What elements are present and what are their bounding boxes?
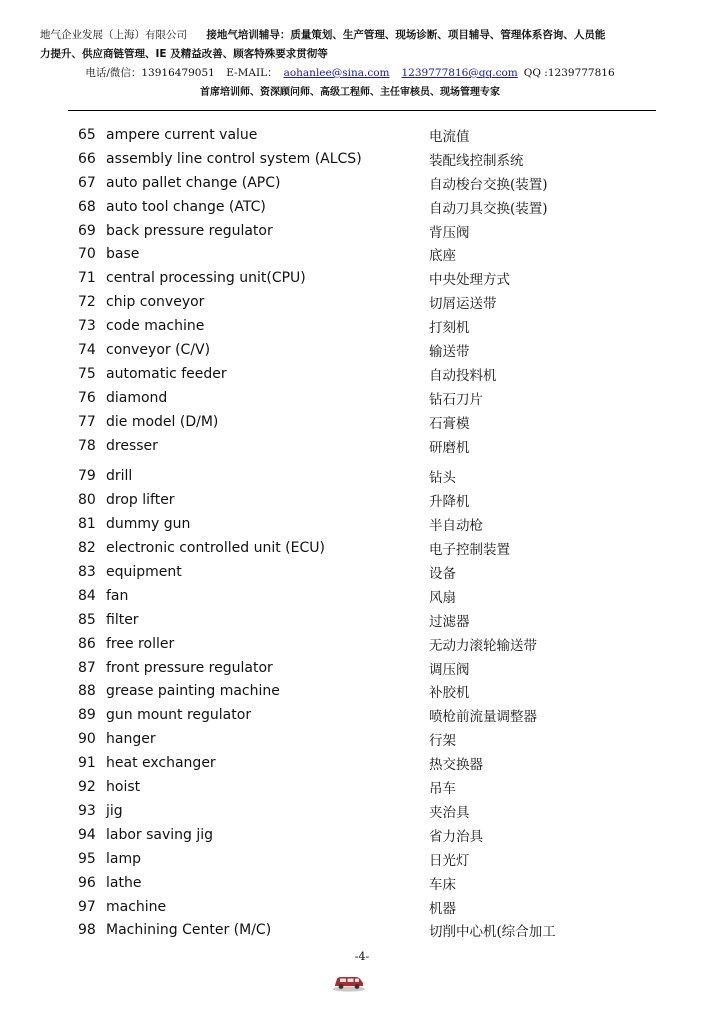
entry-chinese: 省力治具: [429, 828, 483, 845]
entry-chinese: 调压阀: [429, 661, 470, 678]
entry-english: central processing unit(CPU): [106, 270, 306, 287]
entry-english: drop lifter: [106, 492, 175, 509]
entry-english: electronic controlled unit (ECU): [106, 540, 325, 557]
entry-number: 70: [78, 246, 96, 263]
entry-number: 84: [78, 587, 96, 604]
entry-english: code machine: [106, 318, 205, 335]
entry-chinese: 钻头: [429, 470, 456, 487]
entry-english: machine: [106, 898, 167, 915]
entry-number: 82: [78, 540, 96, 557]
entry-number: 97: [78, 898, 96, 915]
entry-number: 94: [78, 826, 96, 843]
glossary-row: [0, 585, 724, 609]
header-divider: [68, 110, 656, 111]
entry-english: dresser: [106, 437, 158, 454]
entry-chinese: 电流值: [429, 129, 470, 145]
entry-english: diamond: [106, 389, 168, 406]
glossary-row: [0, 537, 724, 561]
entry-chinese: 研磨机: [429, 439, 470, 456]
entry-english: hanger: [106, 731, 156, 748]
entry-chinese: 自动刀具交换(装置): [429, 200, 548, 217]
entry-number: 75: [78, 365, 96, 382]
entry-number: 76: [78, 389, 96, 406]
entry-chinese: 吊车: [429, 781, 456, 798]
entry-english: auto pallet change (APC): [106, 174, 281, 191]
entry-number: 65: [78, 127, 96, 143]
glossary-row: [0, 435, 724, 459]
entry-chinese: 夹治具: [429, 804, 470, 821]
entry-number: 68: [78, 198, 96, 215]
entry-english: gun mount regulator: [106, 707, 252, 724]
entry-english: fan: [106, 587, 129, 604]
entry-english: chip conveyor: [106, 294, 205, 311]
glossary-row: [0, 728, 724, 752]
qq-text: QQ :1239777816: [523, 67, 615, 79]
glossary-row: [0, 411, 724, 435]
entry-chinese: 热交换器: [429, 757, 483, 774]
car-logo-icon: [332, 972, 366, 992]
entry-number: 93: [78, 802, 96, 819]
entry-number: 73: [78, 318, 96, 335]
entry-chinese: 设备: [429, 566, 456, 583]
glossary-row: [0, 609, 724, 633]
entry-english: dummy gun: [106, 516, 191, 533]
entry-chinese: 打刻机: [429, 320, 470, 337]
header-titles: 首席培训师、资深顾问师、高级工程师、主任审核员、现场管理专家: [200, 87, 500, 98]
entry-chinese: 电子控制装置: [429, 542, 510, 559]
entry-chinese: 喷枪前流量调整器: [429, 709, 537, 726]
entry-chinese: 行架: [429, 733, 456, 750]
company-name: 地气企业发展（上海）有限公司: [40, 29, 187, 41]
entry-chinese: 过滤器: [429, 613, 470, 630]
entry-english: drill: [106, 468, 133, 485]
glossary-row: [0, 704, 724, 728]
entry-chinese: 输送带: [429, 344, 470, 361]
glossary-row: [0, 363, 724, 387]
glossary-row: [0, 172, 724, 196]
page-header: [40, 26, 660, 102]
entry-english: die model (D/M): [106, 413, 219, 430]
glossary-row: [0, 489, 724, 513]
entry-english: hoist: [106, 779, 141, 796]
entry-number: 81: [78, 516, 96, 533]
entry-number: 91: [78, 755, 96, 772]
entry-chinese: 半自动枪: [429, 518, 483, 535]
entry-english: equipment: [106, 564, 182, 581]
entry-number: 86: [78, 635, 96, 652]
glossary-row: [0, 896, 724, 920]
glossary-row: [0, 633, 724, 657]
glossary-list: [0, 124, 724, 943]
entry-english: labor saving jig: [106, 826, 214, 843]
glossary-row: [0, 291, 724, 315]
contact-line: [40, 64, 660, 83]
entry-chinese: 自动梭台交换(装置): [429, 176, 548, 193]
entry-chinese: 切屑运送带: [429, 296, 497, 313]
entry-number: 92: [78, 779, 96, 796]
entry-number: 85: [78, 611, 96, 628]
entry-chinese: 车床: [429, 876, 456, 893]
entry-number: 87: [78, 659, 96, 676]
entry-english: heat exchanger: [106, 755, 216, 772]
glossary-row: [0, 848, 724, 872]
entry-chinese: 底座: [429, 248, 456, 265]
entry-chinese: 补胶机: [429, 685, 470, 702]
entry-number: 83: [78, 564, 96, 581]
email-link-1[interactable]: aohanlee@sina.com: [283, 67, 390, 79]
glossary-row: [0, 872, 724, 896]
entry-number: 96: [78, 874, 96, 891]
entry-number: 72: [78, 294, 96, 311]
entry-number: 89: [78, 707, 96, 724]
entry-english: assembly line control system (ALCS): [106, 150, 362, 167]
entry-number: 66: [78, 150, 96, 167]
header-line-1: [40, 26, 660, 45]
entry-english: ampere current value: [106, 127, 258, 143]
entry-number: 80: [78, 492, 96, 509]
glossary-row: [0, 465, 724, 489]
glossary-row: [0, 267, 724, 291]
entry-english: lamp: [106, 850, 141, 867]
entry-number: 88: [78, 683, 96, 700]
entry-chinese: 钻石刀片: [429, 391, 483, 408]
entry-number: 74: [78, 342, 96, 359]
glossary-row: [0, 657, 724, 681]
phone-text: 电话/微信：13916479051: [85, 67, 215, 79]
entry-english: auto tool change (ATC): [106, 198, 266, 215]
entry-number: 90: [78, 731, 96, 748]
entry-chinese: 切削中心机(综合加工: [429, 924, 556, 941]
entry-number: 78: [78, 437, 96, 454]
entry-english: automatic feeder: [106, 365, 227, 382]
entry-number: 77: [78, 413, 96, 430]
entry-english: free roller: [106, 635, 175, 652]
entry-number: 79: [78, 468, 96, 485]
glossary-row: [0, 680, 724, 704]
glossary-row: [0, 124, 724, 148]
glossary-row: [0, 824, 724, 848]
entry-english: grease painting machine: [106, 683, 280, 700]
entry-chinese: 无动力滚轮输送带: [429, 637, 537, 654]
entry-chinese: 风扇: [429, 589, 456, 606]
glossary-row: [0, 752, 724, 776]
glossary-row: [0, 513, 724, 537]
glossary-row: [0, 800, 724, 824]
entry-number: 95: [78, 850, 96, 867]
entry-english: front pressure regulator: [106, 659, 273, 676]
glossary-row: [0, 315, 724, 339]
services-line-1: 接地气培训辅导：质量策划、生产管理、现场诊断、项目辅导、管理体系咨询、人员能: [206, 29, 606, 41]
entry-english: back pressure regulator: [106, 222, 273, 239]
glossary-row: [0, 148, 724, 172]
entry-number: 98: [78, 922, 96, 939]
entry-chinese: 日光灯: [429, 852, 470, 869]
glossary-row: [0, 387, 724, 411]
entry-chinese: 装配线控制系统: [429, 152, 524, 169]
entry-chinese: 升降机: [429, 494, 470, 511]
entry-english: lathe: [106, 874, 142, 891]
entry-number: 67: [78, 174, 96, 191]
glossary-row: [0, 561, 724, 585]
entry-chinese: 自动投料机: [429, 367, 497, 384]
glossary-row: [0, 220, 724, 244]
entry-english: jig: [106, 802, 123, 819]
email-label: E-MAIL：: [226, 67, 278, 79]
glossary-row: [0, 919, 724, 943]
services-line-2: 力提升、供应商链管理、IE 及精益改善、顾客特殊要求贯彻等: [40, 48, 328, 60]
entry-chinese: 机器: [429, 900, 456, 917]
entry-english: base: [106, 246, 140, 263]
email-link-2[interactable]: 1239777816@qq.com: [401, 67, 518, 79]
glossary-row: [0, 339, 724, 363]
entry-chinese: 背压阀: [429, 224, 470, 241]
glossary-row: [0, 776, 724, 800]
entry-english: filter: [106, 611, 139, 628]
entry-english: conveyor (C/V): [106, 342, 211, 359]
entry-chinese: 中央处理方式: [429, 272, 510, 289]
glossary-row: [0, 243, 724, 267]
entry-number: 69: [78, 222, 96, 239]
entry-number: 71: [78, 270, 96, 287]
glossary-row: [0, 196, 724, 220]
entry-chinese: 石膏模: [429, 415, 470, 432]
page-number: -4-: [354, 950, 370, 963]
entry-english: Machining Center (M/C): [106, 922, 272, 939]
